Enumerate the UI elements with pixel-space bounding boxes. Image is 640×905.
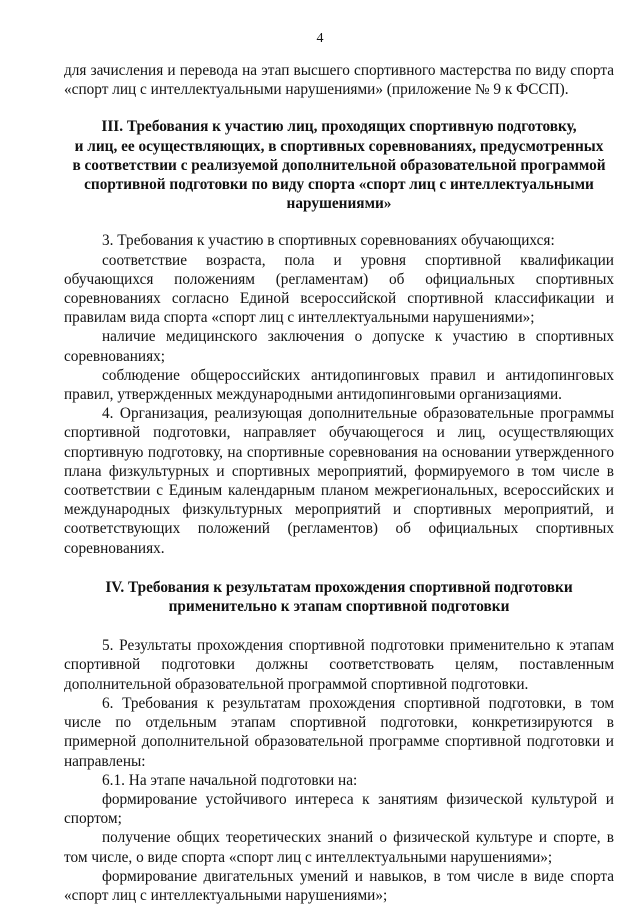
page-number: 4: [316, 31, 324, 46]
section-4-heading: [64, 578, 614, 616]
document-body: [64, 61, 614, 905]
section-3-heading: [64, 117, 614, 213]
list-item: соблюдение общероссийских антидопинговых правил и антидопинговых правил, утвержденных международными антидопинговыми организациями.: [64, 366, 614, 404]
heading-line: III. Требования к участию лиц, проходящих спортивную подготовку,: [101, 118, 577, 136]
paragraph-5: 5. Результаты прохождения спортивной подготовки применительно к этапам спортивной подготовки должны соответствовать целям, поставленным дополнительной образовательной программой спортивной подготовки.: [64, 637, 614, 693]
list-item: формирование двигательных умений и навыков, в том числе в виде спорта «спорт лиц с интеллектуальными нарушениями»;: [64, 867, 614, 904]
heading-line: применительно к этапам спортивной подготовки: [168, 598, 510, 616]
paragraph-4: 4. Организация, реализующая дополнительные образовательные программы спортивной подготовки, направляет обучающегося и лиц, осуществляющих спортивную подготовку, на спортивные соревнования на основании утвержденного плана физкультурных и спортивных мероприятий, формируемого в том числе в соответствии с Единым календарным планом межрегиональных, всероссийских и международных физкультурных мероприятий и спортивных мероприятий, и соответствующих положений (регламентов) об официальных спортивных соревнованиях.: [64, 405, 614, 557]
heading-line: в соответствии с реализуемой дополнительной образовательной программой: [72, 156, 606, 174]
paragraph-6: 6. Требования к результатам прохождения спортивной подготовки, в том числе по отдельным этапам спортивной подготовки, конкретизируются в примерной дополнительной образовательной программе спортивной подготовки и направлены:: [64, 694, 614, 770]
heading-line: IV. Требования к результатам прохождения спортивной подготовки: [105, 578, 573, 596]
paragraph-6-1: 6.1. На этапе начальной подготовки на:: [102, 771, 358, 789]
list-item: соответствие возраста, пола и уровня спортивной квалификации обучающихся положениям (регламентам) об официальных спортивных соревнованиях согласно Единой всероссийской спортивной классификации и правилам вида спорта «спорт лиц с интеллектуальными нарушениями»;: [64, 251, 614, 327]
heading-line: спортивной подготовки по виду спорта «спорт лиц с интеллектуальными: [84, 176, 594, 194]
intro-paragraph: для зачисления и перевода на этап высшего спортивного мастерства по виду спорта «спорт лиц с интеллектуальными нарушениями» (приложение № 9 к ФССП).: [64, 62, 614, 99]
heading-line: нарушениями»: [286, 195, 392, 213]
list-item: формирование устойчивого интереса к занятиям физической культурой и спортом;: [64, 790, 614, 828]
heading-line: и лиц, ее осуществляющих, в спортивных соревнованиях, предусмотренных: [74, 137, 604, 155]
list-item: наличие медицинского заключения о допуске к участию в спортивных соревнованиях;: [64, 328, 614, 365]
list-item: получение общих теоретических знаний о физической культуре и спорте, в том числе, о виде спорта «спорт лиц с интеллектуальными нарушениями»;: [64, 829, 614, 866]
paragraph-3: 3. Требования к участию в спортивных соревнованиях обучающихся:: [102, 232, 555, 250]
